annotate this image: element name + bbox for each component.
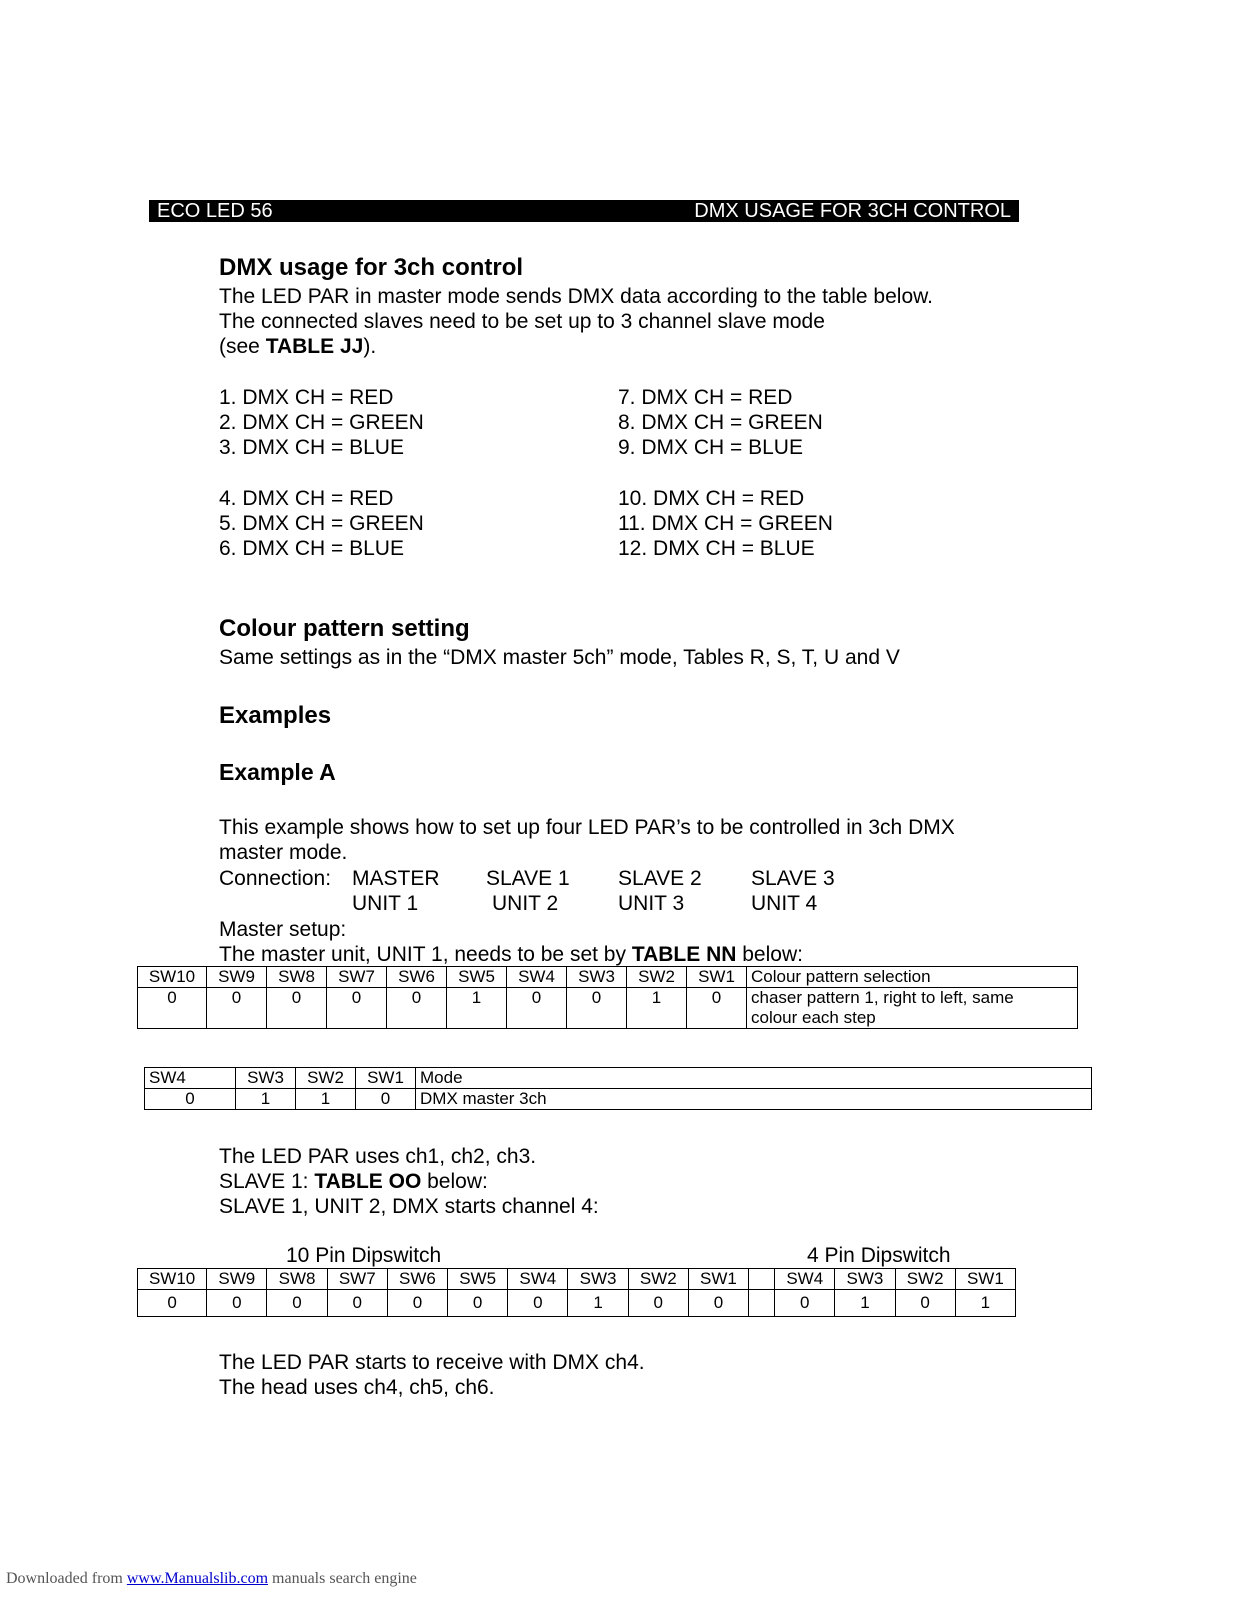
table-header: Colour pattern selection	[747, 967, 1078, 988]
table-row	[138, 1269, 1016, 1290]
manualslib-link[interactable]: www.Manualslib.com	[126, 1570, 269, 1587]
table-cell: 0	[448, 1290, 508, 1317]
table-cell: 1	[835, 1290, 895, 1317]
table-cell: DMX master 3ch	[416, 1089, 1092, 1110]
section-title-examples: Examples	[219, 702, 332, 729]
after-line-2	[219, 1169, 488, 1194]
unit-top: SLAVE 3	[751, 867, 835, 890]
table-header: SW7	[327, 1269, 387, 1290]
description-line: chaser pattern 1, right to left, same	[751, 988, 1014, 1007]
table-cell: 0	[356, 1089, 416, 1110]
table-oo-ref: TABLE OO	[314, 1170, 422, 1193]
channel-item: 3. DMX CH = BLUE	[219, 436, 404, 459]
table-row	[138, 988, 1078, 1029]
table-cell: 0	[138, 1290, 207, 1317]
table-row	[145, 1089, 1092, 1110]
table-header: SW10	[138, 1269, 207, 1290]
example-a-title: Example A	[219, 759, 336, 785]
table-cell: 0	[628, 1290, 688, 1317]
channel-item: 8. DMX CH = GREEN	[618, 411, 823, 434]
table-cell: 0	[327, 1290, 387, 1317]
table-cell: 1	[447, 988, 507, 1029]
intro-line-3-post: ).	[363, 335, 377, 358]
table-header: SW4	[145, 1068, 236, 1089]
table-mode	[144, 1067, 1092, 1110]
channel-item: 5. DMX CH = GREEN	[219, 512, 424, 535]
table-header: SW4	[775, 1269, 835, 1290]
channel-item: 6. DMX CH = BLUE	[219, 537, 404, 560]
unit-bottom: UNIT 1	[352, 892, 419, 915]
table-cell: 0	[687, 988, 747, 1029]
table-cell: 0	[145, 1089, 236, 1110]
table-cell: 1	[955, 1290, 1015, 1317]
table-cell: 0	[327, 988, 387, 1029]
table-header: SW6	[387, 967, 447, 988]
unit-top: MASTER	[352, 867, 440, 890]
header-section: DMX USAGE FOR 3CH CONTROL	[694, 200, 1011, 222]
table-header: SW2	[895, 1269, 955, 1290]
table-header: SW3	[835, 1269, 895, 1290]
table-header: SW1	[356, 1068, 416, 1089]
table-cell: 1	[296, 1089, 356, 1110]
after-line-2-post: below:	[421, 1170, 488, 1193]
unit-top: SLAVE 1	[486, 867, 570, 890]
channel-item: 11. DMX CH = GREEN	[618, 512, 833, 535]
table-header: SW5	[448, 1269, 508, 1290]
description-line: colour each step	[751, 1008, 876, 1027]
table-cell: 0	[567, 988, 627, 1029]
table-header: SW7	[327, 967, 387, 988]
table-cell: 0	[507, 988, 567, 1029]
table-cell: 0	[267, 1290, 327, 1317]
channel-item: 1. DMX CH = RED	[219, 386, 394, 409]
master-setup-line	[219, 942, 803, 967]
footer	[6, 1570, 417, 1588]
table-header: SW5	[447, 967, 507, 988]
channel-item: 2. DMX CH = GREEN	[219, 411, 424, 434]
table-cell: 0	[267, 988, 327, 1029]
table-cell-description	[747, 988, 1078, 1029]
unit-bottom: UNIT 3	[618, 892, 685, 915]
table-cell: 1	[236, 1089, 296, 1110]
table-header: Mode	[416, 1068, 1092, 1089]
table-row	[138, 967, 1078, 988]
table-header: SW3	[568, 1269, 628, 1290]
header-bar	[149, 200, 1019, 222]
table-header: SW2	[296, 1068, 356, 1089]
table-cell: 0	[895, 1290, 955, 1317]
intro-line-2: The connected slaves need to be set up to 3 channel slave mode	[219, 310, 825, 333]
colour-pattern-text: Same settings as in the “DMX master 5ch” mode, Tables R, S, T, U and V	[219, 646, 900, 669]
table-header: SW1	[955, 1269, 1015, 1290]
channel-item: 10. DMX CH = RED	[618, 487, 805, 510]
section-title-dmx-usage: DMX usage for 3ch control	[219, 254, 524, 281]
table-cell: 0	[688, 1290, 748, 1317]
channel-item: 9. DMX CH = BLUE	[618, 436, 803, 459]
after-line-1: The LED PAR uses ch1, ch2, ch3.	[219, 1145, 537, 1168]
after-line-2-pre: SLAVE 1:	[219, 1170, 315, 1193]
table-cell: 0	[387, 1290, 447, 1317]
example-line-1: This example shows how to set up four LED PAR’s to be controlled in 3ch DMX	[219, 816, 955, 839]
table-header: SW8	[267, 967, 327, 988]
table-nn	[137, 966, 1078, 1029]
unit-top: SLAVE 2	[618, 867, 702, 890]
master-setup-label: Master setup:	[219, 918, 347, 941]
master-line-post: below:	[736, 943, 803, 966]
closing-line-1: The LED PAR starts to receive with DMX ch4.	[219, 1351, 645, 1374]
table-header: SW2	[628, 1269, 688, 1290]
table-nn-ref: TABLE NN	[631, 943, 737, 966]
table-cell: 1	[627, 988, 687, 1029]
intro-line-3	[219, 334, 376, 359]
table-header: SW6	[387, 1269, 447, 1290]
channel-item: 12. DMX CH = BLUE	[618, 537, 815, 560]
table-cell: 0	[387, 988, 447, 1029]
table-spacer	[749, 1290, 775, 1317]
connection-label: Connection:	[219, 867, 332, 890]
intro-line-1: The LED PAR in master mode sends DMX data according to the table below.	[219, 285, 933, 308]
table-header: SW3	[567, 967, 627, 988]
table-cell: 1	[568, 1290, 628, 1317]
after-line-3: SLAVE 1, UNIT 2, DMX starts channel 4:	[219, 1195, 599, 1218]
table-row	[145, 1068, 1092, 1089]
table-header: SW2	[627, 967, 687, 988]
section-title-colour-pattern: Colour pattern setting	[219, 615, 470, 642]
unit-bottom: UNIT 4	[751, 892, 818, 915]
four-pin-label: 4 Pin Dipswitch	[807, 1244, 951, 1267]
table-header: SW8	[267, 1269, 327, 1290]
table-row	[138, 1290, 1016, 1317]
table-header: SW1	[687, 967, 747, 988]
table-cell: 0	[138, 988, 207, 1029]
table-header: SW1	[688, 1269, 748, 1290]
channel-item: 4. DMX CH = RED	[219, 487, 394, 510]
table-header: SW4	[507, 967, 567, 988]
table-header: SW9	[207, 967, 267, 988]
table-cell: 0	[775, 1290, 835, 1317]
closing-line-2: The head uses ch4, ch5, ch6.	[219, 1376, 495, 1399]
table-jj-ref: TABLE JJ	[265, 335, 364, 358]
footer-pre: Downloaded from	[6, 1570, 127, 1587]
channel-item: 7. DMX CH = RED	[618, 386, 793, 409]
table-header: SW4	[508, 1269, 568, 1290]
table-spacer	[749, 1269, 775, 1290]
table-header: SW3	[236, 1068, 296, 1089]
unit-bottom: UNIT 2	[492, 892, 559, 915]
table-cell: 0	[508, 1290, 568, 1317]
table-cell: 0	[207, 1290, 267, 1317]
master-line-pre: The master unit, UNIT 1, needs to be set by	[219, 943, 632, 966]
table-header: SW9	[207, 1269, 267, 1290]
table-oo	[137, 1268, 1016, 1317]
example-line-2: master mode.	[219, 841, 348, 864]
intro-line-3-pre: (see	[219, 335, 266, 358]
ten-pin-label: 10 Pin Dipswitch	[286, 1244, 442, 1267]
header-product: ECO LED 56	[157, 200, 273, 222]
table-cell: 0	[207, 988, 267, 1029]
footer-post: manuals search engine	[268, 1570, 417, 1587]
table-header: SW10	[138, 967, 207, 988]
